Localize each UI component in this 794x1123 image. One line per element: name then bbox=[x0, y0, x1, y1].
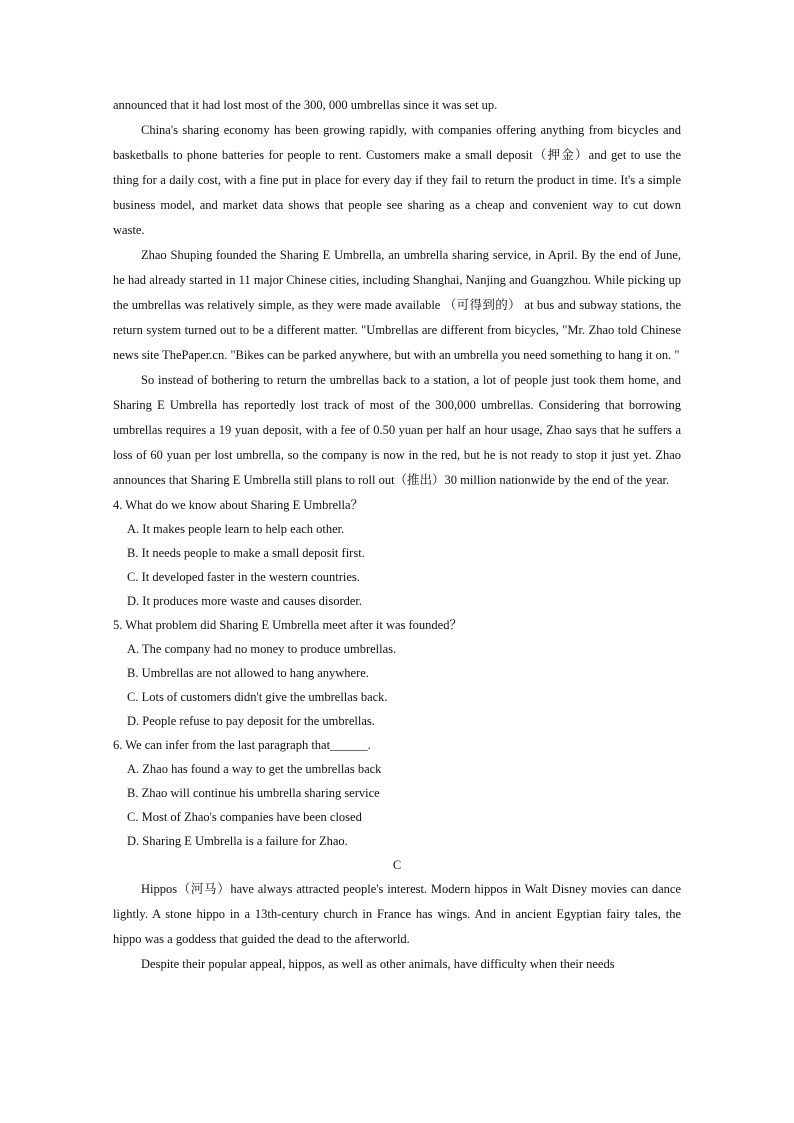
answer-option-b: B. Umbrellas are not allowed to hang anywhere. bbox=[127, 666, 369, 680]
question-4 bbox=[113, 493, 681, 613]
question-stem: 4. What do we know about Sharing E Umbrella？ bbox=[113, 498, 364, 512]
passage-c-paragraph-despite: Despite their popular appeal, hippos, as well as other animals, have difficulty when their needs bbox=[141, 957, 615, 971]
question-6 bbox=[113, 733, 681, 853]
answer-option-b: B. It needs people to make a small deposit first. bbox=[127, 546, 365, 560]
passage-paragraph-continued: announced that it had lost most of the 300, 000 umbrellas since it was set up. bbox=[113, 98, 498, 112]
answer-option-c: C. Most of Zhao's companies have been closed bbox=[127, 810, 362, 824]
passage-paragraph-lost-umbrellas: So instead of bothering to return the umbrellas back to a station, a lot of people just took them home, and Sharing E Umbrella has reportedly lost track of most of the 300,000 umbrellas. Considering that borrowing umbrellas requires a 19 yuan deposit, with a fee of 0.50 yuan per half an hour usage, Zhao says that he suffers a loss of 60 yuan per lost umbrella, so the company is now in the red, but he is not ready to stop it just yet. Zhao announces that Sharing E Umbrella still plans to roll out（推出）30 million nationwide by the end of the year. bbox=[113, 373, 681, 487]
answer-option-d: D. Sharing E Umbrella is a failure for Zhao. bbox=[127, 834, 348, 848]
passage-paragraph-sharing-economy: China's sharing economy has been growing rapidly, with companies offering anything from bicycles and basketballs to phone batteries for people to rent. Customers make a small deposit（押金）and get to use the thing for a daily cost, with a fine put in place for every day if they fail to return the product in time. It's a simple business model, and market data shows that people see sharing as a cheap and convenient way to cut down waste. bbox=[113, 123, 681, 237]
answer-option-b: B. Zhao will continue his umbrella sharing service bbox=[127, 786, 380, 800]
answer-option-c: C. It developed faster in the western countries. bbox=[127, 570, 360, 584]
answer-option-a: A. The company had no money to produce umbrellas. bbox=[127, 642, 397, 656]
answer-option-a: A. Zhao has found a way to get the umbrellas back bbox=[127, 762, 382, 776]
question-stem: 5. What problem did Sharing E Umbrella meet after it was founded？ bbox=[113, 618, 462, 632]
answer-option-c: C. Lots of customers didn't give the umbrellas back. bbox=[127, 690, 388, 704]
page-content bbox=[113, 93, 681, 977]
question-stem: 6. We can infer from the last paragraph that______. bbox=[113, 738, 371, 752]
answer-options bbox=[113, 517, 681, 613]
passage-c-paragraph-hippos: Hippos（河马）have always attracted people's interest. Modern hippos in Walt Disney movies can dance lightly. A stone hippo in a 13th-century church in France has wings. And in ancient Egyptian fairy tales, the hippo was a goddess that guided the dead to the afterworld. bbox=[113, 882, 681, 946]
question-5 bbox=[113, 613, 681, 733]
passage-paragraph-zhao-founded: Zhao Shuping founded the Sharing E Umbrella, an umbrella sharing service, in April. By the end of June, he had already started in 11 major Chinese cities, including Shanghai, Nanjing and Guangzhou. While picking up the umbrellas was relatively simple, as they were made available （可得到的） at bus and subway stations, the return system turned out to be a different matter. "Umbrellas are different from bicycles, "Mr. Zhao told Chinese news site ThePaper.cn. "Bikes can be parked anywhere, but with an umbrella you need something to hang it on. " bbox=[113, 248, 681, 362]
answer-options bbox=[113, 637, 681, 733]
answer-option-d: D. It produces more waste and causes disorder. bbox=[127, 594, 362, 608]
answer-options bbox=[113, 757, 681, 853]
answer-option-a: A. It makes people learn to help each other. bbox=[127, 522, 345, 536]
answer-option-d: D. People refuse to pay deposit for the umbrellas. bbox=[127, 714, 375, 728]
section-heading-c: C bbox=[392, 858, 402, 872]
